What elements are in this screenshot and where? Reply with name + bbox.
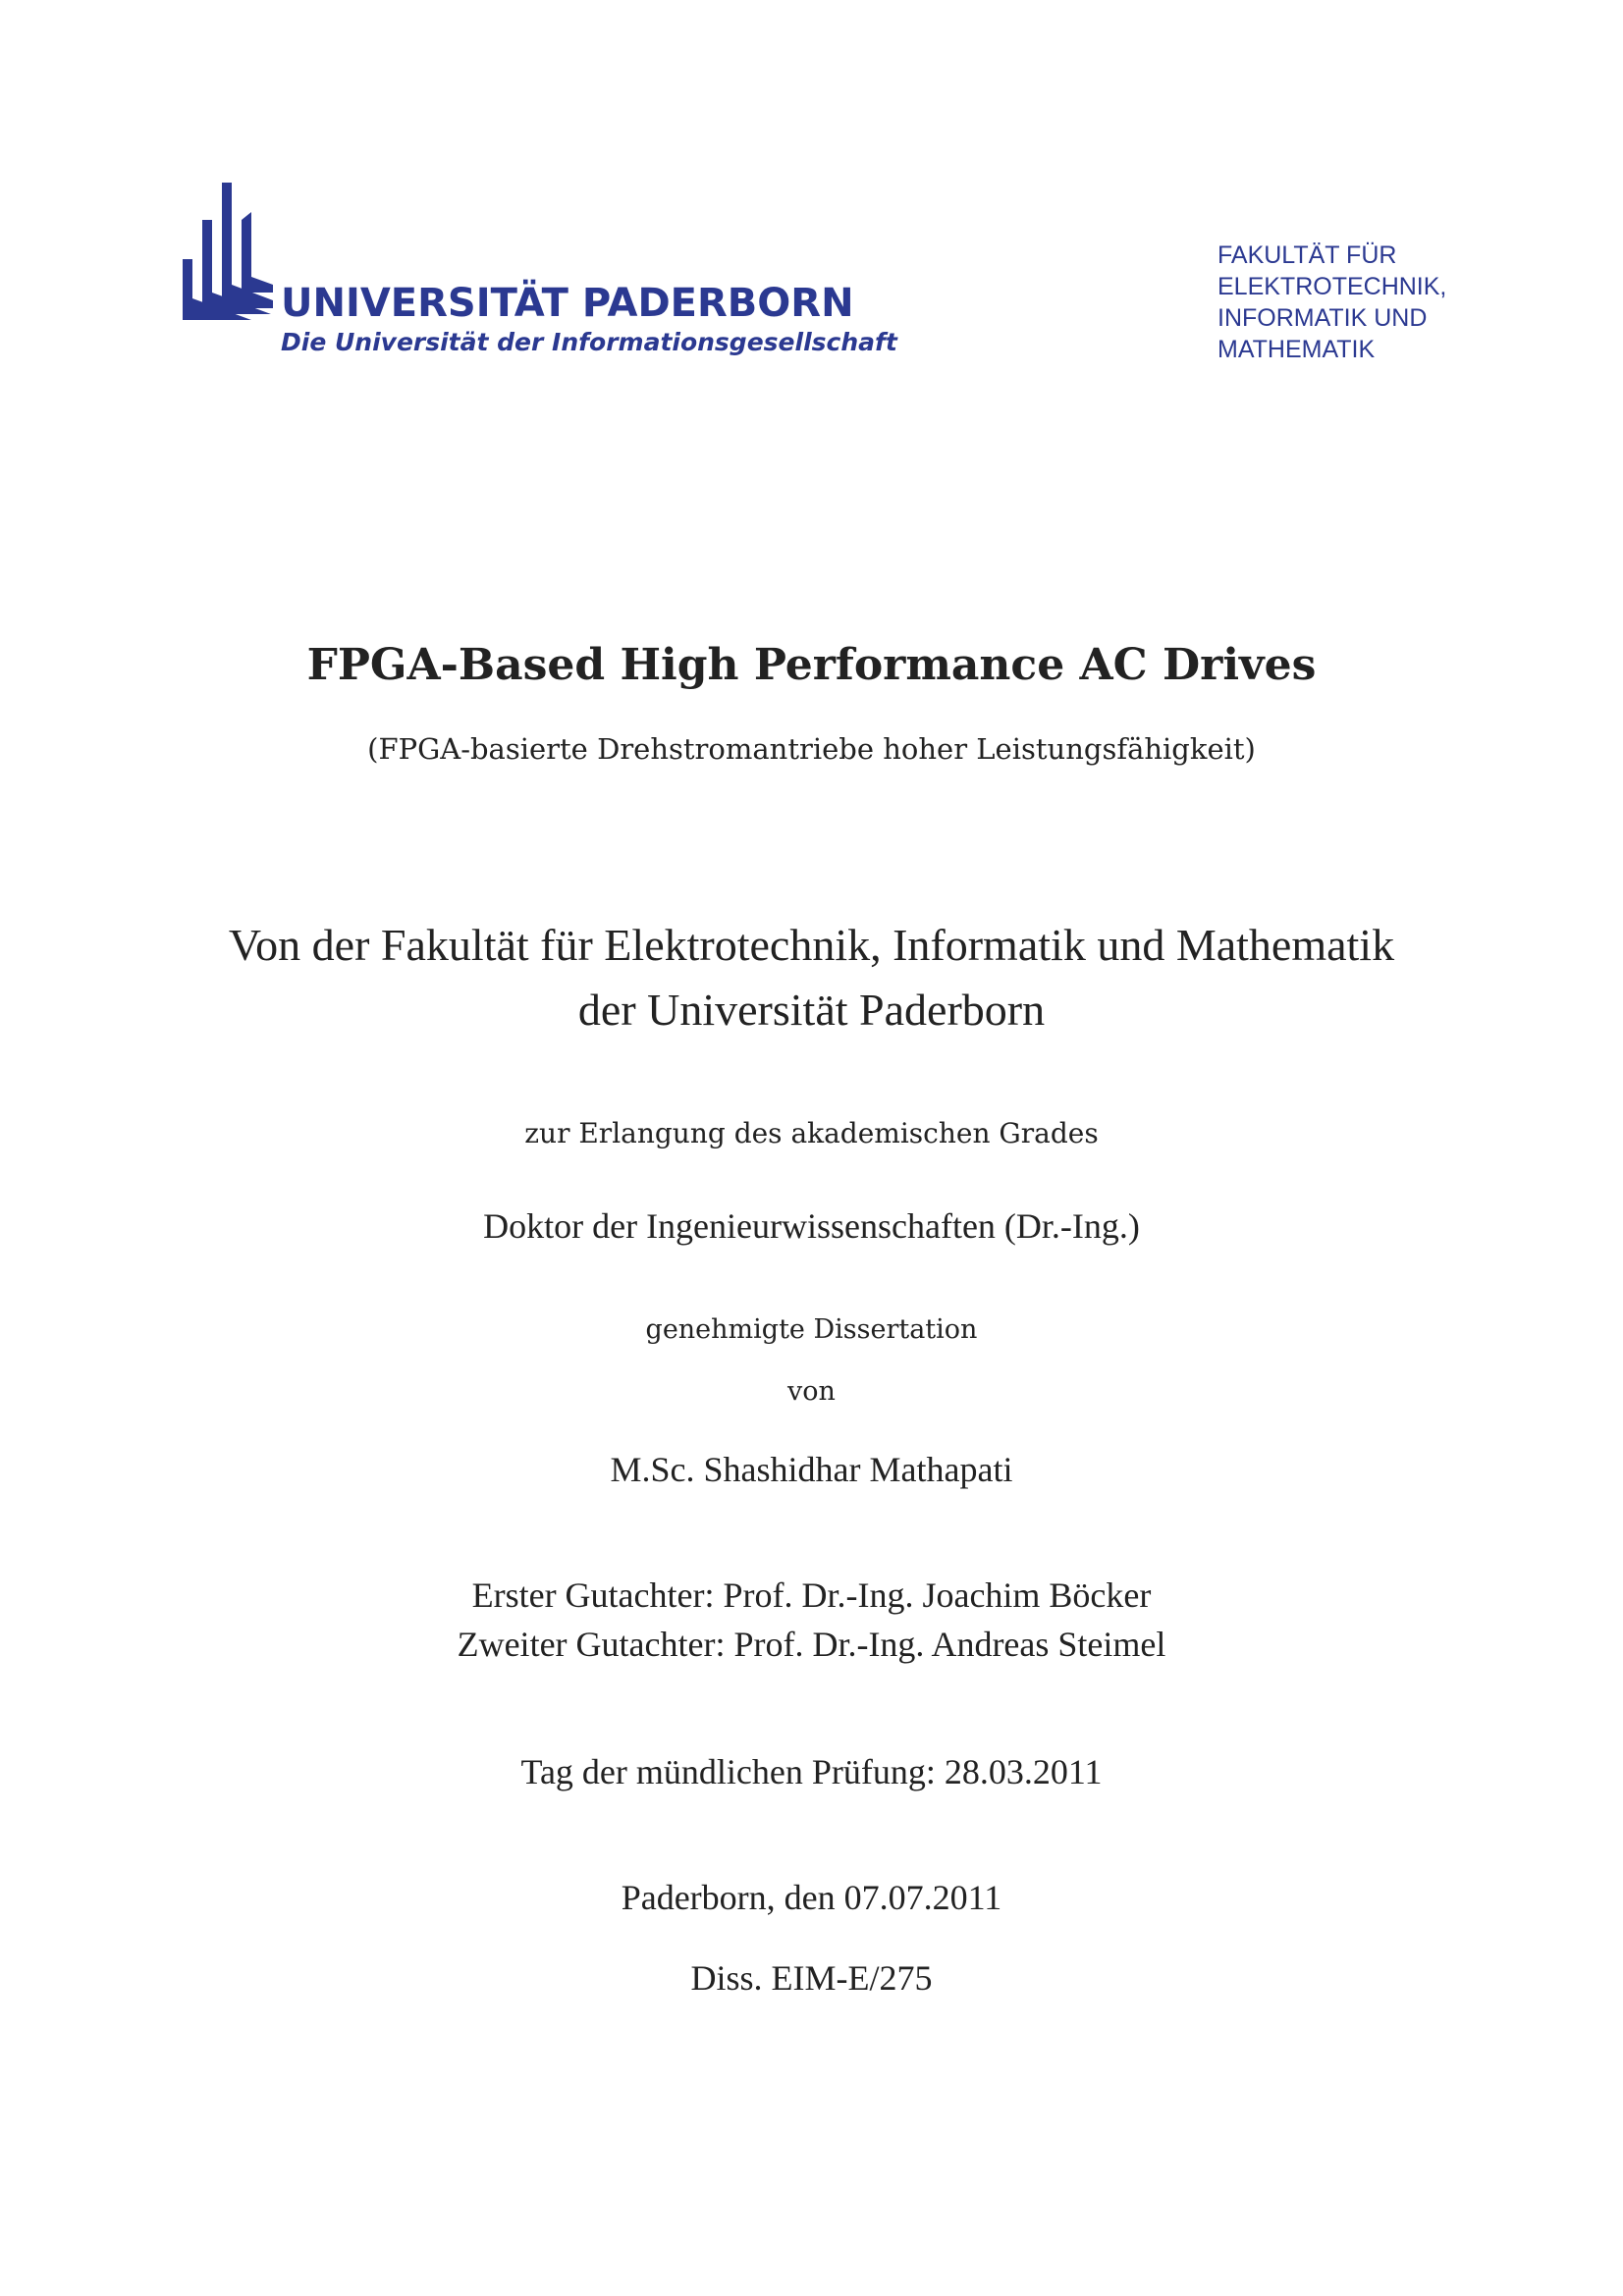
thesis-title: FPGA-Based High Performance AC Drives [306,640,1317,690]
faculty-label: FAKULTÄT FÜR ELEKTROTECHNIK, INFORMATIK UND MATHEMATIK [1217,241,1447,363]
faculty-statement-line-2: der Universität Paderborn [577,985,1046,1035]
by-label: von [787,1376,836,1407]
faculty-statement-line-1: Von der Fakultät für Elektrotechnik, Informatik und Mathematik [228,920,1395,970]
approved-dissertation: genehmigte Dissertation [645,1314,978,1345]
second-reviewer: Zweiter Gutachter: Prof. Dr.-Ing. Andreas Steimel [457,1625,1166,1664]
dissertation-number: Diss. EIM-E/275 [690,1958,933,1998]
degree: Doktor der Ingenieurwissenschaften (Dr.-Ing.) [483,1206,1140,1246]
author-name: M.Sc. Shashidhar Mathapati [610,1450,1013,1489]
exam-date: Tag der mündlichen Prüfung: 28.03.2011 [520,1752,1103,1791]
university-paderborn-logo-icon [183,183,276,320]
place-date: Paderborn, den 07.07.2011 [621,1878,1002,1917]
university-logo [183,183,897,359]
university-tagline: Die Universität der Informationsgesellschaft [281,328,897,356]
university-name: UNIVERSITÄT PADERBORN [281,281,854,326]
thesis-subtitle: (FPGA-basierte Drehstromantriebe hoher Leistungsfähigkeit) [367,732,1256,766]
first-reviewer: Erster Gutachter: Prof. Dr.-Ing. Joachim Böcker [471,1575,1152,1615]
degree-intro: zur Erlangung des akademischen Grades [524,1117,1099,1149]
